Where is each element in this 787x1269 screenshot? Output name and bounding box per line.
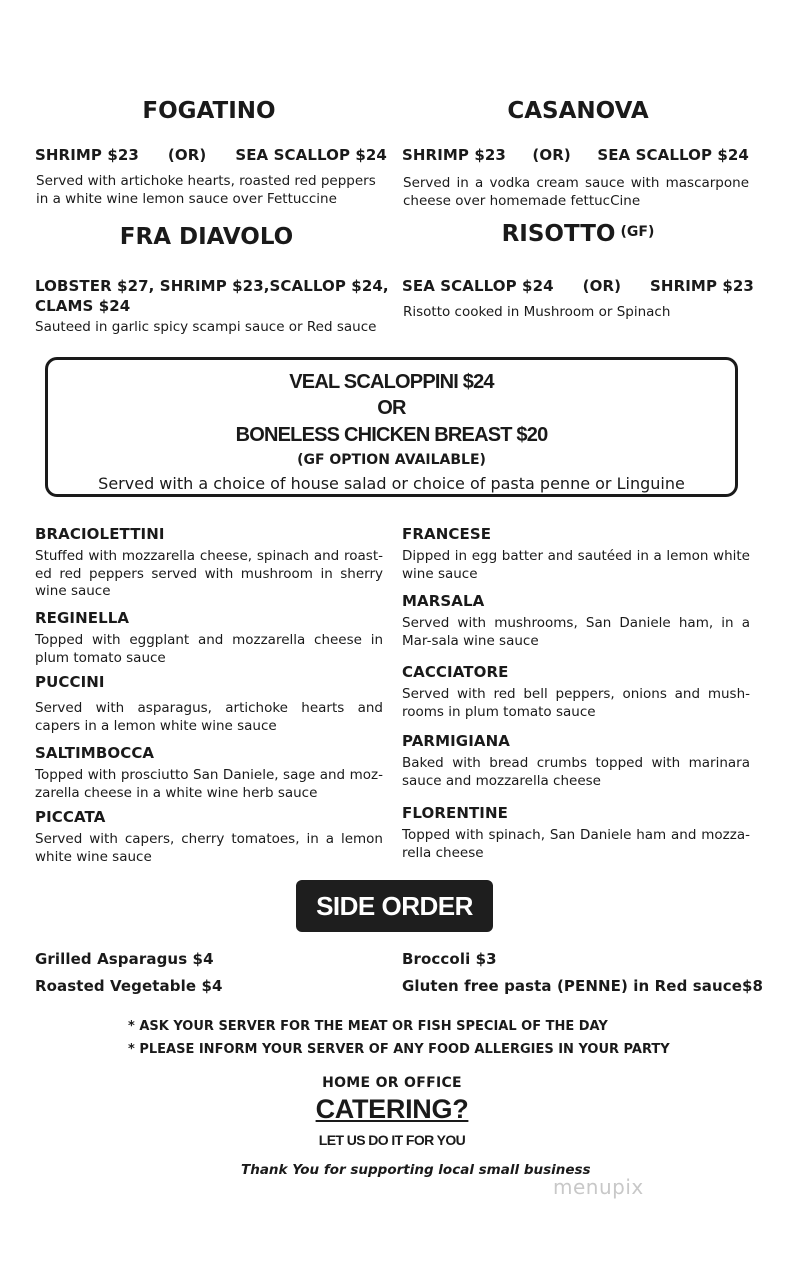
- risotto-desc: Risotto cooked in Mushroom or Spinach: [403, 304, 671, 320]
- side-gluten-free-pasta: Gluten free pasta (PENNE) in Red sauce$8: [402, 977, 764, 995]
- catering-sub: LET US DO IT FOR YOU: [318, 1132, 466, 1148]
- side-roasted-vegetable: Roasted Vegetable $4: [35, 977, 223, 995]
- parmigiana-name: PARMIGIANA: [402, 732, 510, 750]
- cacciatore-name: CACCIATORE: [402, 663, 509, 681]
- florentine-desc: Topped with spinach, San Daniele ham and mozza-rella cheese: [402, 827, 750, 861]
- thanks-note: Thank You for supporting local small business: [241, 1162, 591, 1178]
- side-grilled-asparagus: Grilled Asparagus $4: [35, 950, 214, 968]
- piccata-name: PICCATA: [35, 808, 106, 826]
- saltimbocca-name: SALTIMBOCCA: [35, 744, 155, 762]
- marsala-name: MARSALA: [402, 592, 485, 610]
- bracioletti-name: BRACIOLETTINI: [35, 525, 165, 543]
- cacciatore-desc: Served with red bell peppers, onions and mush-rooms in plum tomato sauce: [402, 686, 750, 720]
- fogatino-desc: Served with artichoke hearts, roasted red peppers in a white wine lemon sauce over Fettuccine: [36, 173, 376, 207]
- note-allergies: * PLEASE INFORM YOUR SERVER OF ANY FOOD ALLERGIES IN YOUR PARTY: [128, 1042, 670, 1057]
- risotto-title: RISOTTO: [501, 221, 616, 247]
- risotto-or: (OR): [582, 277, 622, 295]
- bracioletti-desc: Stuffed with mozzarella cheese, spinach and roast-ed red peppers served with mushroom in sherry wine sauce: [35, 548, 383, 599]
- fra-diavolo-desc: Sauteed in garlic spicy scampi sauce or Red sauce: [35, 319, 377, 335]
- fra-diavolo-title: FRA DIAVOLO: [119, 224, 294, 250]
- reginella-name: REGINELLA: [35, 609, 130, 627]
- risotto-scallop: SEA SCALLOP $24: [402, 277, 554, 295]
- casanova-or: (OR): [532, 146, 571, 164]
- francese-desc: Dipped in egg batter and sautéed in a lemon white wine sauce: [402, 548, 750, 582]
- casanova-shrimp: SHRIMP $23: [402, 146, 506, 164]
- side-broccoli: Broccoli $3: [402, 950, 497, 968]
- saltimbocca-desc: Topped with prosciutto San Daniele, sage and moz-zarella cheese in a white wine herb sauce: [35, 767, 383, 801]
- risotto-shrimp: SHRIMP $23: [650, 277, 754, 295]
- fogatino-or: (OR): [167, 146, 207, 164]
- side-order-heading: SIDE ORDER: [296, 880, 493, 932]
- casanova-desc: Served in a vodka cream sauce with mascarpone cheese over homemade fettucCine: [403, 175, 749, 209]
- piccata-desc: Served with capers, cherry tomatoes, in a lemon white wine sauce: [35, 831, 383, 865]
- puccini-desc: Served with asparagus, artichoke hearts and capers in a lemon white wine sauce: [35, 700, 383, 734]
- fra-diavolo-line2: CLAMS $24: [35, 297, 131, 315]
- florentine-name: FLORENTINE: [402, 804, 508, 822]
- casanova-scallop: SEA SCALLOP $24: [597, 146, 749, 164]
- casanova-prices: [402, 146, 749, 164]
- fogatino-prices: [35, 146, 387, 164]
- chicken-price: BONELESS CHICKEN BREAST $20: [235, 424, 548, 446]
- note-special: * ASK YOUR SERVER FOR THE MEAT OR FISH SPECIAL OF THE DAY: [128, 1019, 608, 1034]
- veal-chicken-desc: Served with a choice of house salad or choice of pasta penne or Linguine: [98, 474, 685, 493]
- marsala-desc: Served with mushrooms, San Daniele ham, in a Mar-sala wine sauce: [402, 615, 750, 649]
- parmigiana-desc: Baked with bread crumbs topped with marinara sauce and mozzarella cheese: [402, 755, 750, 789]
- catering-title: CATERING?: [315, 1094, 469, 1124]
- fogatino-title: FOGATINO: [142, 98, 276, 124]
- reginella-desc: Topped with eggplant and mozzarella cheese in plum tomato sauce: [35, 632, 383, 666]
- menupix-watermark: menupix: [553, 1175, 644, 1199]
- fogatino-shrimp: SHRIMP $23: [35, 146, 139, 164]
- veal-price: VEAL SCALOPPINI $24: [289, 371, 494, 393]
- veal-chicken-box: [45, 357, 738, 497]
- francese-name: FRANCESE: [402, 525, 492, 543]
- fra-diavolo-prices: [35, 276, 395, 316]
- veal-or: OR: [377, 397, 406, 419]
- puccini-name: PUCCINI: [35, 673, 105, 691]
- fra-diavolo-line1: LOBSTER $27, SHRIMP $23,SCALLOP $24,: [35, 277, 389, 295]
- risotto-heading: [402, 221, 754, 247]
- risotto-gf-tag: (GF): [620, 224, 655, 240]
- fogatino-scallop: SEA SCALLOP $24: [235, 146, 387, 164]
- catering-pre: HOME OR OFFICE: [322, 1075, 462, 1091]
- gf-option-note: (GF OPTION AVAILABLE): [297, 452, 486, 468]
- casanova-title: CASANOVA: [507, 98, 649, 124]
- risotto-prices: [402, 277, 754, 295]
